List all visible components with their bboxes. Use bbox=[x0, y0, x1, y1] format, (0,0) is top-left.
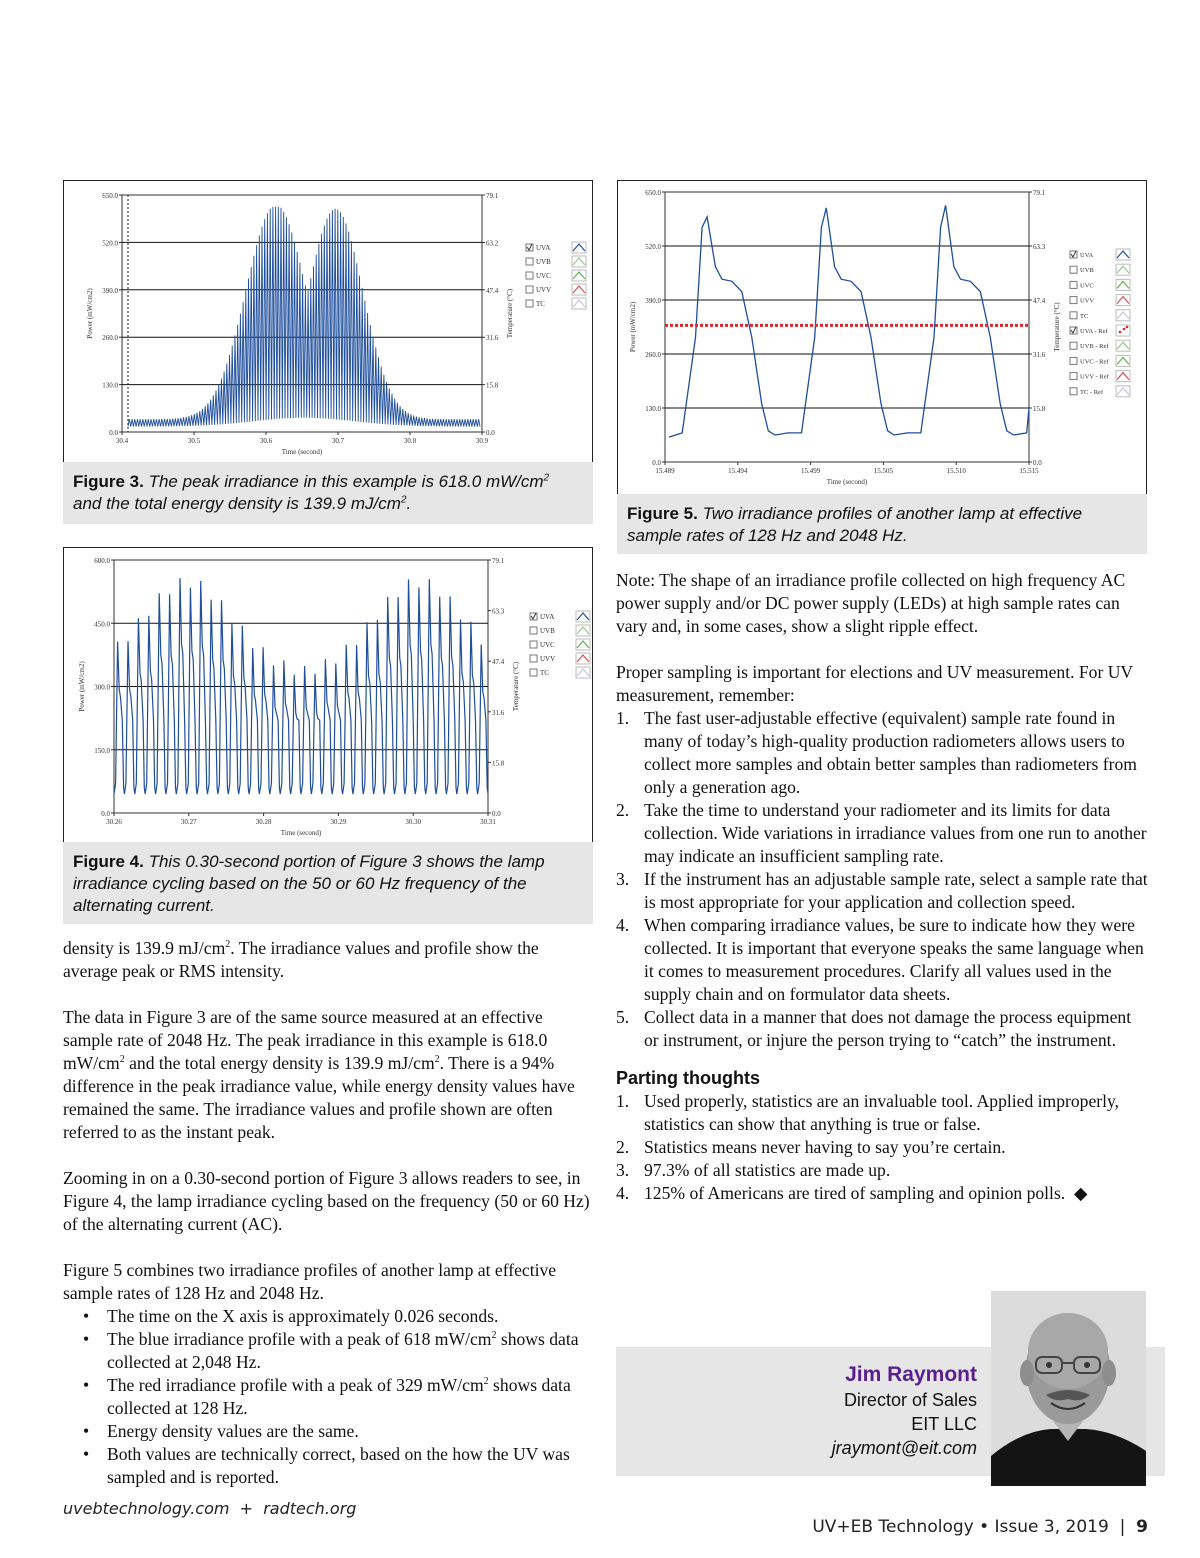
legend-checkbox bbox=[526, 300, 533, 307]
legend-checkbox bbox=[526, 286, 533, 293]
y2-tick-label: 0.0 bbox=[486, 429, 495, 437]
y-tick-label: 130.0 bbox=[645, 405, 661, 413]
y2-axis-label: Temperature (°C) bbox=[512, 661, 520, 712]
y-tick-label: 390.0 bbox=[102, 286, 118, 295]
author-name: Jim Raymont bbox=[845, 1363, 977, 1386]
text: The red irradiance profile with a peak of 329 mW/cm bbox=[107, 1375, 484, 1395]
item-number: 3. bbox=[616, 1160, 630, 1180]
right-column bbox=[616, 569, 1148, 1205]
legend-label: UVB - Ref bbox=[1080, 343, 1109, 351]
legend-checkbox bbox=[1070, 297, 1077, 304]
intro-paragraph: Proper sampling is important for elections and UV measurement. For UV measurement, remember: bbox=[616, 662, 1133, 705]
x-tick-label: 15.499 bbox=[800, 467, 821, 475]
parting-item-1 bbox=[616, 1090, 1148, 1136]
legend-label: UVC bbox=[1080, 282, 1094, 290]
x-tick-label: 30.7 bbox=[331, 437, 345, 445]
legend-checkbox bbox=[1070, 266, 1077, 273]
text: The data in Figure 3 are of the same source measured at an effective sample rate of 2048 Hz. The peak irradiance in this example is 618.0 mW/cm bbox=[63, 1007, 548, 1073]
y2-tick-label: 63.2 bbox=[486, 239, 499, 248]
legend-label: TC bbox=[1080, 312, 1089, 320]
reminder-item-3 bbox=[616, 868, 1148, 914]
list-item: • The blue irradiance profile with a peak of 618 $mW/cm^2$ shows data collected at 2,048 Hz. bbox=[83, 1329, 579, 1372]
list-item: • Energy density values are the same. bbox=[83, 1421, 359, 1441]
x-tick-label: 30.4 bbox=[115, 437, 129, 445]
legend-checkbox bbox=[1070, 342, 1077, 349]
x-tick-label: 30.30 bbox=[405, 818, 422, 826]
page-number: 9 bbox=[1136, 1517, 1148, 1537]
x-tick-label: 15.515 bbox=[1019, 467, 1039, 475]
legend-label: TC - Ref bbox=[1080, 388, 1104, 396]
item-text: 125% of Americans are tired of sampling and opinion polls. bbox=[644, 1183, 1066, 1203]
legend-label: UVA bbox=[536, 244, 551, 252]
text: . The irradiance values and profile show the average peak or RMS intensity. bbox=[63, 938, 539, 981]
item-number: 4. bbox=[616, 915, 630, 935]
legend-label: UVB bbox=[536, 258, 551, 266]
publication-issue: UV+EB Technology • Issue 3, 2019 bbox=[812, 1517, 1109, 1537]
legend-label: UVV - Ref bbox=[1080, 373, 1109, 381]
item-number: 3. bbox=[616, 869, 630, 889]
legend-marker bbox=[1119, 331, 1122, 334]
figure-3-caption-text-b: and the total energy density is 139.9 mJ/cm bbox=[73, 494, 401, 513]
y-tick-label: 0.0 bbox=[652, 459, 661, 467]
parting-item-4 bbox=[616, 1182, 1148, 1205]
legend-checkbox bbox=[530, 669, 537, 676]
x-tick-label: 15.505 bbox=[873, 467, 894, 475]
y2-tick-label: 15.8 bbox=[492, 759, 505, 768]
x-axis-label: Time (second) bbox=[280, 829, 322, 837]
y2-tick-label: 79.1 bbox=[492, 557, 505, 565]
author-photo bbox=[991, 1291, 1146, 1486]
y2-tick-label: 63.3 bbox=[492, 607, 505, 616]
y2-tick-label: 79.1 bbox=[1033, 189, 1046, 197]
y-axis-label: Power (mW/cm2) bbox=[629, 301, 637, 353]
x-axis-label: Time (second) bbox=[826, 478, 868, 486]
legend-label: UVB bbox=[1080, 267, 1094, 275]
item-number: 1. bbox=[616, 1091, 630, 1111]
figure-4-caption-label: Figure 4. bbox=[73, 852, 144, 871]
legend-label: TC bbox=[540, 669, 549, 677]
y2-tick-label: 31.6 bbox=[1033, 351, 1046, 359]
item-text: The fast user-adjustable effective (equivalent) sample rate found in many of today’s high-quality production radiometers allows users to collect more samples and obtain better samples than radiometers from only a generation ago. bbox=[644, 708, 1137, 797]
text: shows data collected at 128 Hz. bbox=[107, 1375, 571, 1418]
y-tick-label: 390.0 bbox=[645, 297, 661, 305]
item-number: 2. bbox=[616, 800, 630, 820]
y-tick-label: 0.0 bbox=[101, 810, 110, 818]
legend-checkbox bbox=[530, 641, 537, 648]
footer-right bbox=[802, 1497, 1148, 1537]
sup: 2 bbox=[434, 1054, 440, 1066]
y-tick-label: 260.0 bbox=[102, 334, 118, 343]
figure-4-plot bbox=[64, 548, 592, 842]
figure-3-chart bbox=[63, 180, 593, 463]
legend-checkbox bbox=[1070, 373, 1077, 380]
y2-tick-label: 47.4 bbox=[486, 286, 499, 295]
item-text: If the instrument has an adjustable sample rate, select a sample rate that is most appropriate for your application and collection speed. bbox=[644, 869, 1148, 912]
figure-3-caption bbox=[63, 462, 593, 524]
y2-tick-label: 0.0 bbox=[1033, 459, 1042, 467]
legend-label: UVV bbox=[1080, 297, 1095, 305]
text: shows data collected at 2,048 Hz. bbox=[107, 1329, 579, 1372]
y-tick-label: 260.0 bbox=[645, 351, 661, 359]
reminder-list bbox=[616, 707, 1148, 1052]
left-column bbox=[63, 937, 593, 1489]
x-tick-label: 15.489 bbox=[655, 467, 675, 475]
x-tick-label: 30.9 bbox=[475, 437, 489, 445]
list-item: • The red irradiance profile with a peak of 329 $mW/cm^2$ shows data collected at 128 Hz. bbox=[83, 1375, 571, 1418]
paragraph bbox=[63, 1006, 593, 1144]
y-axis-label: Power (mW/cm2) bbox=[78, 661, 86, 712]
legend-label: UVV bbox=[540, 655, 556, 663]
item-text: 97.3% of all statistics are made up. bbox=[644, 1160, 891, 1180]
legend-checkbox bbox=[526, 272, 533, 279]
figure-5-chart bbox=[617, 180, 1147, 495]
sup: 2 bbox=[225, 939, 231, 951]
legend-checkbox bbox=[1070, 388, 1077, 395]
paragraph bbox=[63, 937, 593, 983]
item-text: When comparing irradiance values, be sure to indicate how they were collected. It is important that everyone speaks the same language when it comes to measurement procedures. Clarify all values used in the supply chain and on formulator data sheets. bbox=[644, 915, 1144, 1004]
legend-checkbox bbox=[1070, 357, 1077, 364]
item-number: 1. bbox=[616, 708, 630, 728]
sup: 2 bbox=[491, 1330, 497, 1342]
legend-label: UVA - Ref bbox=[1080, 328, 1108, 335]
reminder-item-2 bbox=[616, 799, 1148, 868]
figure-4-chart bbox=[63, 547, 593, 843]
x-tick-label: 30.6 bbox=[259, 437, 273, 445]
x-tick-label: 15.494 bbox=[728, 467, 748, 475]
legend-checkbox bbox=[530, 655, 537, 662]
legend-label: UVC - Ref bbox=[1080, 358, 1109, 366]
legend-label: UVC bbox=[540, 641, 555, 649]
sup: 2 bbox=[119, 1054, 125, 1066]
figure-5-caption-label: Figure 5. bbox=[627, 504, 698, 523]
x-tick-label: 30.28 bbox=[255, 818, 272, 826]
figure-5-plot bbox=[618, 181, 1146, 494]
y2-axis-label: Temperature (°C) bbox=[1053, 302, 1061, 352]
y-tick-label: 0.0 bbox=[109, 429, 118, 437]
x-tick-label: 30.8 bbox=[403, 437, 417, 445]
y-tick-label: 520.0 bbox=[102, 239, 118, 248]
y2-tick-label: 0.0 bbox=[492, 810, 501, 818]
y-tick-label: 150.0 bbox=[94, 746, 110, 755]
bullet-list bbox=[63, 1305, 593, 1489]
legend-label: UVC bbox=[536, 272, 551, 280]
reminder-item-5 bbox=[616, 1006, 1148, 1052]
list-item: • The time on the X axis is approximately 0.026 seconds. bbox=[83, 1306, 499, 1326]
x-tick-label: 30.27 bbox=[180, 818, 197, 826]
author-title: Director of Sales bbox=[843, 1390, 977, 1410]
y-tick-label: 650.0 bbox=[645, 189, 661, 197]
text: The blue irradiance profile with a peak of 618 mW/cm bbox=[107, 1329, 492, 1349]
item-number: 5. bbox=[616, 1007, 630, 1027]
y2-tick-label: 15.8 bbox=[486, 381, 499, 390]
x-axis-label: Time (second) bbox=[281, 448, 323, 456]
figure-5-caption-text: Two irradiance profiles of another lamp at effective sample rates of 128 Hz and 2048 Hz. bbox=[627, 504, 1083, 545]
y2-tick-label: 15.8 bbox=[1033, 405, 1046, 413]
sup: 2 bbox=[483, 1376, 489, 1388]
item-text: Statistics means never having to say you’re certain. bbox=[644, 1137, 1006, 1157]
note-paragraph: Note: The shape of an irradiance profile collected on high frequency AC power supply and/or DC power supply (LEDs) at high sample rates can vary and, in some cases, show a slight ripple effect. bbox=[616, 570, 1126, 636]
x-tick-label: 30.31 bbox=[480, 818, 496, 826]
figure-4-caption-text: This 0.30-second portion of Figure 3 shows the lamp irradiance cycling based on the 50 or 60 Hz frequency of the alternating current. bbox=[73, 852, 545, 915]
y-tick-label: 300.0 bbox=[94, 683, 110, 692]
sup: 2 bbox=[543, 472, 550, 484]
end-mark-icon: ◆ bbox=[1065, 1183, 1088, 1203]
list-item: • Both values are technically correct, based on the how the UV was sampled and is reported. bbox=[83, 1444, 570, 1487]
parting-item-3 bbox=[616, 1159, 1148, 1182]
item-text: Collect data in a manner that does not damage the process equipment or instrument, or injure the person trying to “catch” the instrument. bbox=[644, 1007, 1132, 1050]
y-axis-label: Power (mW/cm2) bbox=[86, 288, 94, 339]
y-tick-label: 650.0 bbox=[102, 192, 118, 200]
reminder-item-1 bbox=[616, 707, 1148, 799]
legend-label: UVB bbox=[540, 627, 555, 635]
figure-3-caption-label: Figure 3. bbox=[73, 472, 144, 491]
y-tick-label: 130.0 bbox=[102, 381, 118, 390]
figure-4-caption bbox=[63, 842, 593, 924]
paragraph: Zooming in on a 0.30-second portion of Figure 3 allows readers to see, in Figure 4, the lamp irradiance cycling based on the frequency (50 or 60 Hz) of the alternating current (AC). bbox=[63, 1168, 590, 1234]
parting-item-2 bbox=[616, 1136, 1148, 1159]
text: Energy density values are the same. bbox=[107, 1421, 359, 1441]
legend-checkbox bbox=[1070, 281, 1077, 288]
legend-label: TC bbox=[536, 300, 545, 308]
legend-label: UVA bbox=[540, 613, 555, 621]
item-number: 2. bbox=[616, 1137, 630, 1157]
legend-marker bbox=[1123, 328, 1126, 331]
reminder-item-4 bbox=[616, 914, 1148, 1006]
y2-axis-label: Temperature (°C) bbox=[506, 288, 514, 339]
item-number: 4. bbox=[616, 1183, 630, 1203]
y2-tick-label: 79.1 bbox=[486, 192, 499, 200]
text: Both values are technically correct, based on the how the UV was sampled and is reported. bbox=[107, 1444, 570, 1487]
author-portrait-image bbox=[991, 1291, 1146, 1486]
y-tick-label: 600.0 bbox=[94, 557, 110, 565]
text: and the total energy density is 139.9 mJ/cm bbox=[124, 1053, 435, 1073]
y2-tick-label: 47.4 bbox=[1033, 297, 1046, 305]
x-tick-label: 30.26 bbox=[106, 818, 122, 826]
text: The time on the X axis is approximately 0.026 seconds. bbox=[107, 1306, 499, 1326]
figure-5-caption bbox=[617, 494, 1147, 554]
y2-tick-label: 47.4 bbox=[492, 658, 505, 667]
paragraph: Figure 5 combines two irradiance profiles of another lamp at effective sample rates of 128 Hz and 2048 Hz. bbox=[63, 1260, 557, 1303]
plot-area bbox=[665, 192, 1029, 462]
x-tick-label: 15.510 bbox=[946, 467, 966, 475]
y-tick-label: 450.0 bbox=[94, 620, 110, 629]
parting-heading: Parting thoughts bbox=[616, 1068, 760, 1088]
y2-tick-label: 31.6 bbox=[492, 708, 505, 717]
x-tick-label: 30.29 bbox=[330, 818, 347, 826]
footer-separator: | bbox=[1119, 1517, 1126, 1537]
text: density is 139.9 mJ/cm bbox=[63, 938, 226, 958]
item-text: Take the time to understand your radiometer and its limits for data collection. Wide variations in irradiance values from one run to another may indicate an insufficient sampling rate. bbox=[644, 800, 1147, 866]
parting-list bbox=[616, 1090, 1148, 1205]
author-info bbox=[700, 1362, 977, 1460]
author-email: jraymont@eit.com bbox=[831, 1438, 977, 1458]
y2-tick-label: 31.6 bbox=[486, 334, 499, 343]
legend-checkbox bbox=[530, 627, 537, 634]
author-company: EIT LLC bbox=[911, 1414, 977, 1434]
legend-label: UVV bbox=[536, 286, 552, 294]
legend-checkbox bbox=[1070, 312, 1077, 319]
footer-left: uvebtechnology.com + radtech.org bbox=[63, 1499, 357, 1518]
item-text: Used properly, statistics are an invaluable tool. Applied improperly, statistics can show that anything is true or false. bbox=[644, 1091, 1120, 1134]
figure-3-plot bbox=[64, 181, 592, 462]
text: . There is a 94% difference in the peak irradiance value, while energy density values have remained the same. The irradiance values and profile shown are often referred to as the instant peak. bbox=[63, 1053, 575, 1142]
legend-label: UVA bbox=[1080, 252, 1094, 259]
y-tick-label: 520.0 bbox=[645, 243, 661, 251]
legend-checkbox bbox=[526, 258, 533, 265]
sup: 2 bbox=[400, 494, 407, 506]
figure-3-caption-text-a: The peak irradiance in this example is 618.0 mW/cm bbox=[148, 472, 544, 491]
caption-end: . bbox=[406, 494, 412, 513]
y2-tick-label: 63.3 bbox=[1033, 243, 1046, 251]
legend-marker bbox=[1126, 326, 1129, 329]
x-tick-label: 30.5 bbox=[187, 437, 201, 445]
